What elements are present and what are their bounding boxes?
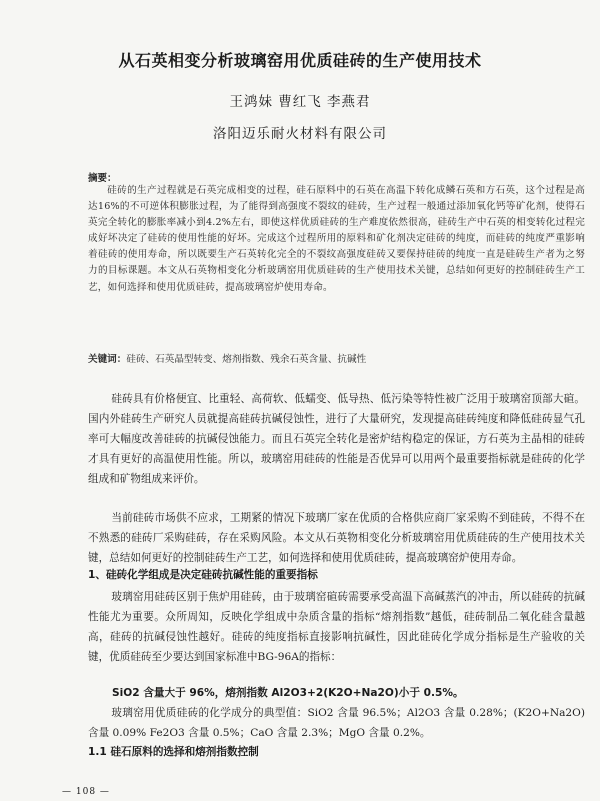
- author-list: 王鸿妹 曹红飞 李燕君: [229, 94, 371, 110]
- author-affiliation: 洛阳迈乐耐火材料有限公司: [213, 126, 387, 142]
- abstract-label: 摘要：: [88, 173, 117, 184]
- abstract-text: 硅砖的生产过程就是石英完成相变的过程，硅石原料中的石英在高温下转化成鳞石英和方石英，这个过程是高达16%的不可逆体积膨胀过程，为了能得到高强度不裂纹的硅砖，生产过程一般通过添加氧化钙等矿化剂，使得石英完全转化的膨胀率减小到4.2%左右，即使这样优质硅砖的生产难度依然很高，硅砖生产中石英的相变转化过程完成好坏决定了硅砖的使用性能的好坏。完成这个过程所用的原料和矿化剂决定硅砖的纯度，而硅砖的纯度严重影响着硅砖的使用寿命，所以既要生产石英转化完全的不裂纹高强度硅砖又要保持硅砖的纯度一直是硅砖生产者为之努力的目标课题。本文从石英物相变化分析玻璃窑用优质硅砖的生产使用技术关键，总结如何更好的控制硅砖生产工艺，如何选择和使用优质硅砖，提高玻璃窑炉使用寿命。: [88, 185, 585, 293]
- keywords-line: [88, 352, 585, 368]
- body-paragraph: 当前硅砖市场供不应求，工期紧的情况下玻璃厂家在优质的合格供应商厂家采购不到硅砖，不得不在不熟悉的硅砖厂采购硅砖，存在采购风险。本文从石英物相变化分析玻璃窑用优质硅砖的生产使用技术关键，总结如何更好的控制硅砖生产工艺，如何选择和使用优质硅砖，提高玻璃窑炉使用寿命。: [88, 512, 585, 564]
- body-paragraph: 玻璃窑用优质硅砖的化学成分的典型值：SiO2 含量 96.5%；Al2O3 含量 0.28%；(K2O+Na2O) 含量 0.09% Fe2O3 含量 0.5%；CaO 含量 2.3%；MgO 含量 0.2%。: [88, 707, 585, 739]
- body-paragraph: 硅砖具有价格便宜、比重轻、高荷软、低蠕变、低导热、低污染等特性被广泛用于玻璃窑顶部大碹。国内外硅砖生产研究人员就提高硅砖抗碱侵蚀性，进行了大量研究，发现提高硅砖纯度和降低硅砖显气孔率可大幅度改善硅砖的抗碱侵蚀能力。而且石英完全转化是密炉结构稳定的保证，方石英为主晶相的硅砖才具有更好的高温使用性能。所以，玻璃窑用硅砖的性能是否优异可以用两个最重要指标就是硅砖的化学组成和矿物组成来评价。: [88, 393, 585, 485]
- section-heading: 1、硅砖化学组成是决定硅砖抗碱性能的重要指标: [88, 569, 318, 581]
- standard-formula: SiO2 含量大于 96%，熔剂指数 Al2O3+2(K2O+Na2O)小于 0.5%。: [112, 687, 464, 699]
- paper-title: 从石英相变分析玻璃窑用优质硅砖的生产使用技术: [118, 51, 482, 70]
- keywords-text: 硅砖、石英晶型转变、熔剂指数、残余石英含量、抗碱性: [126, 354, 367, 365]
- body-paragraph: 玻璃窑用硅砖区别于焦炉用硅砖，由于玻璃窑碹砖需要承受高温下高碱蒸汽的冲击，所以硅砖的抗碱性能尤为重要。众所周知，反映化学组成中杂质含量的指标“熔剂指数”越低，硅砖制品二氧化硅含量越高，硅砖的抗碱侵蚀性越好。硅砖的纯度指标直接影响抗碱性，因此硅砖化学成分指标是生产验收的关键，优质硅砖至少要达到国家标准中BG-96A的指标：: [88, 591, 585, 663]
- page-number: — 108 —: [62, 787, 110, 797]
- subsection-heading: 1.1 硅石原料的选择和熔剂指数控制: [88, 746, 259, 758]
- keywords-label: 关键词：: [88, 354, 127, 365]
